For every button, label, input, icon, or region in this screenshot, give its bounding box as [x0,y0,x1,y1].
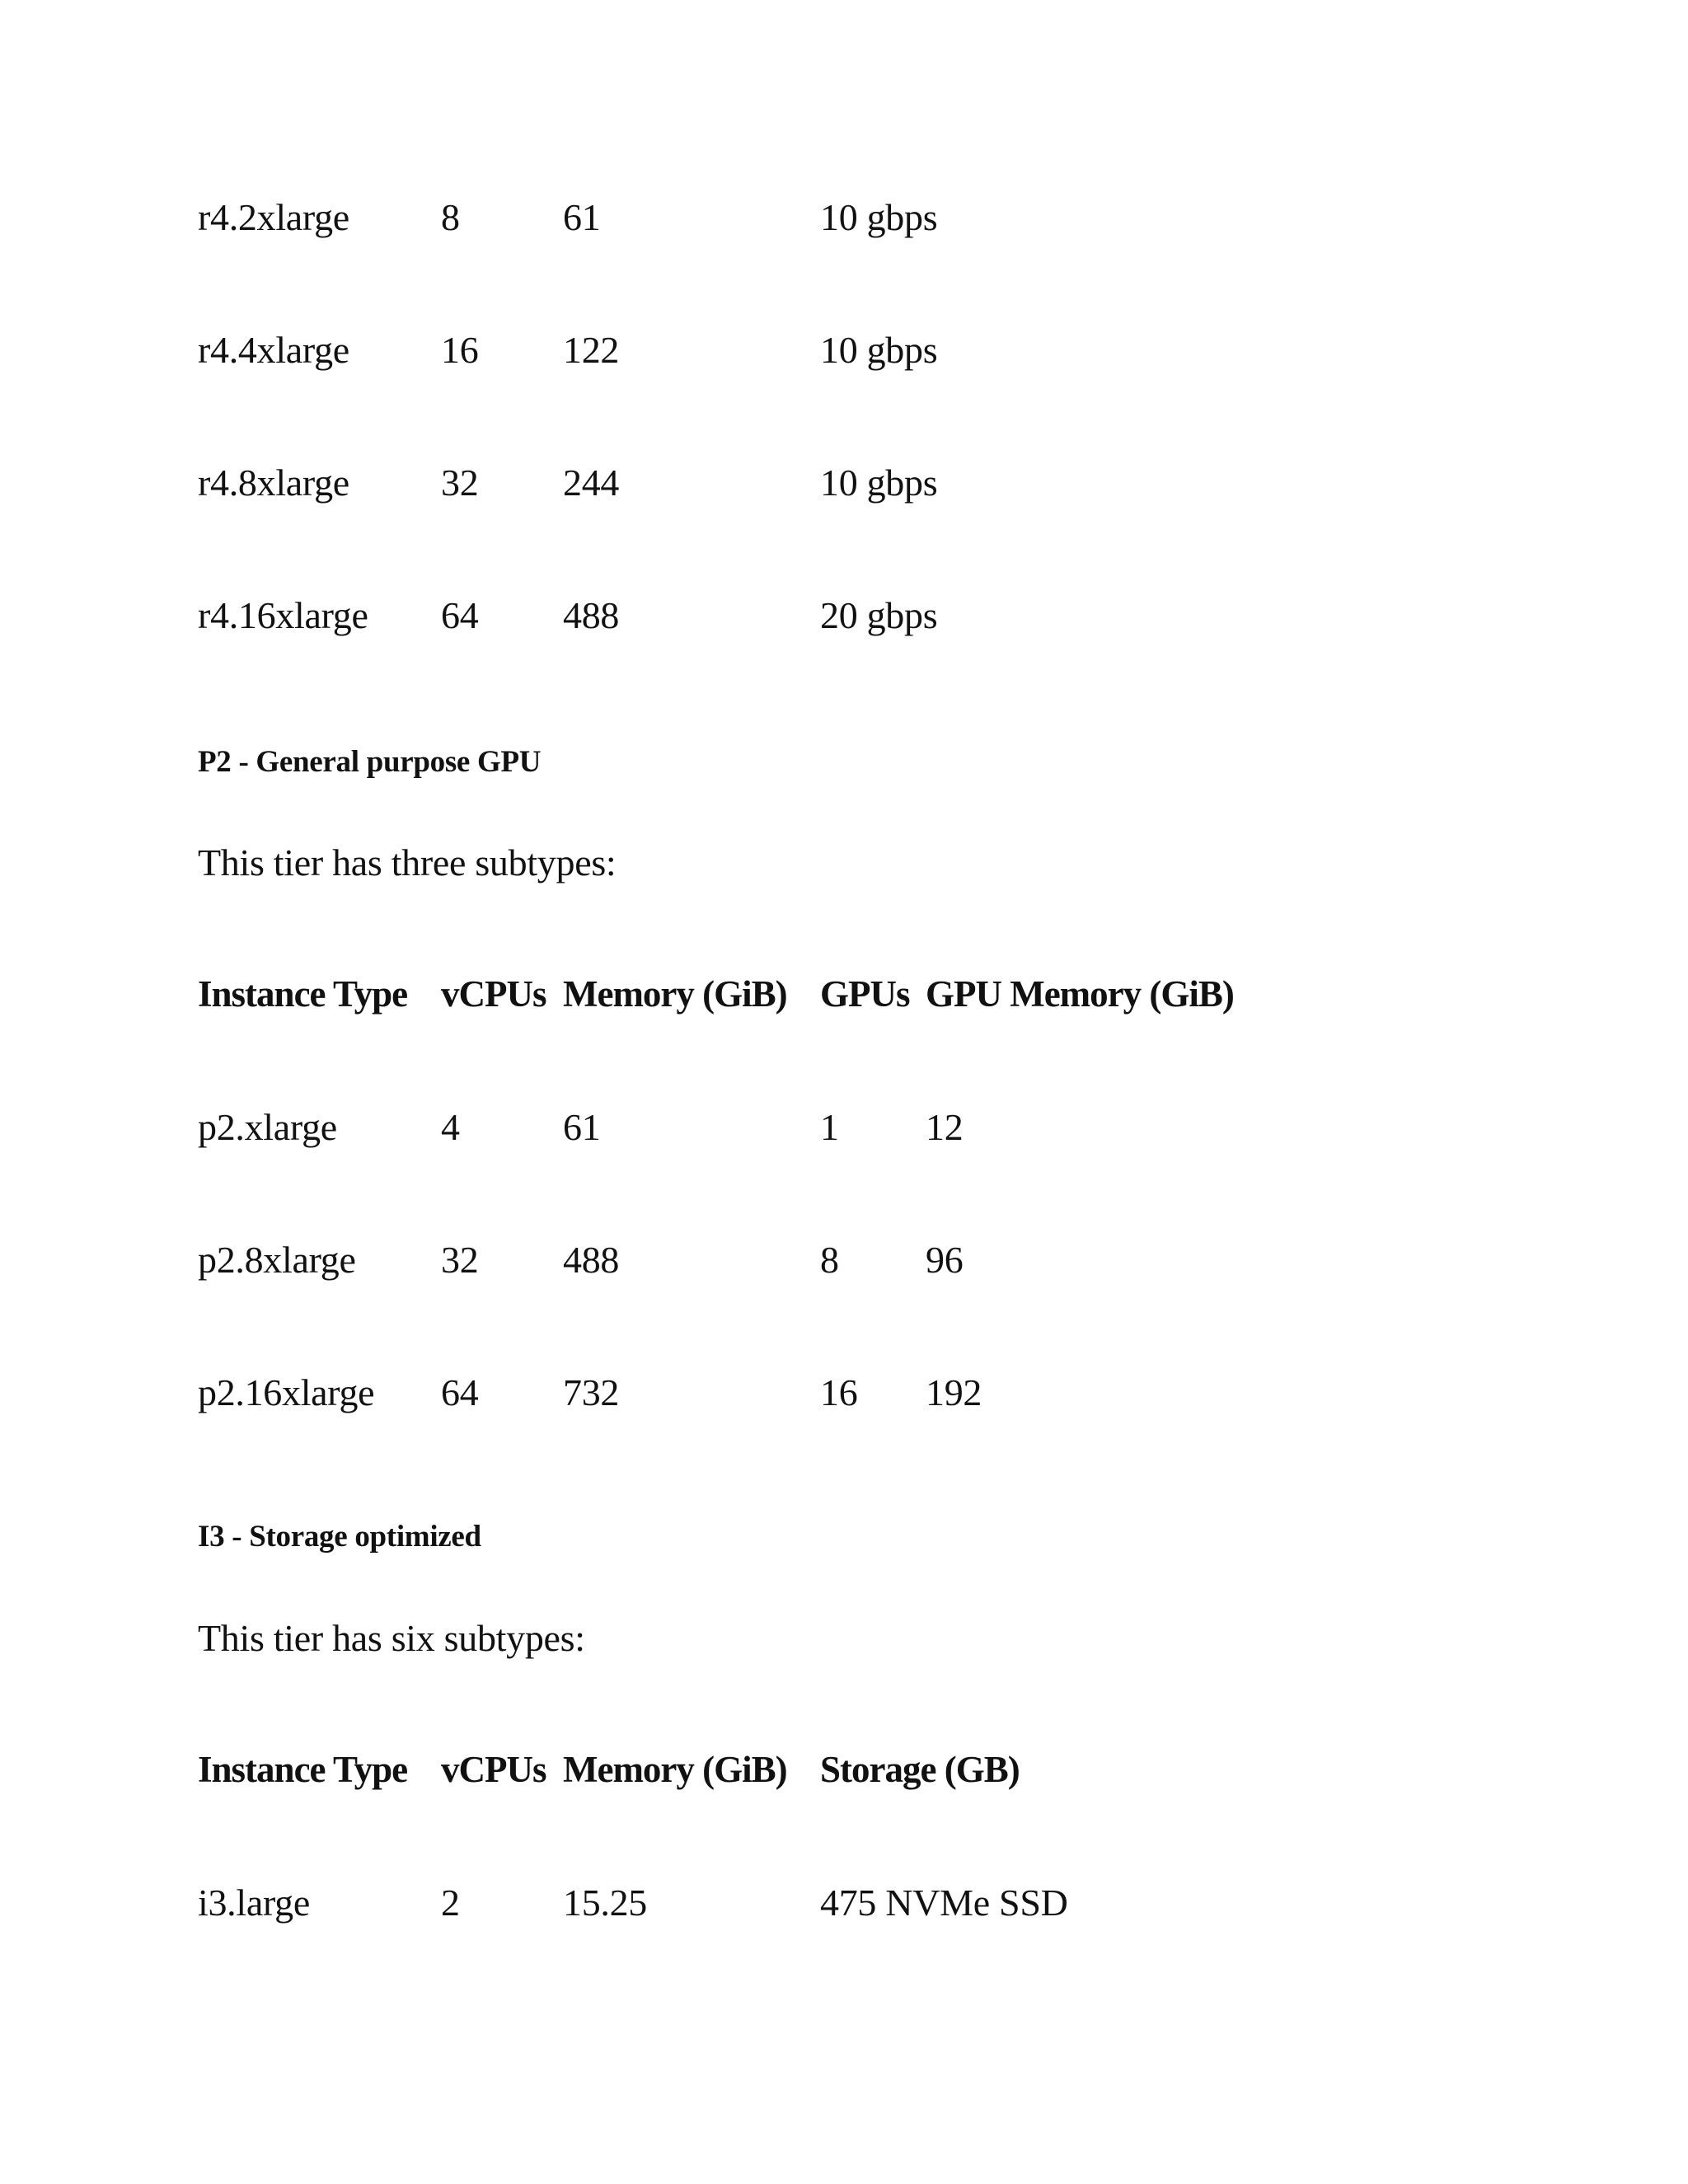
instance-type-cell: p2.xlarge [198,1106,337,1148]
table-header-row [0,969,1688,1019]
memory-cell: 732 [563,1371,620,1413]
gpus-cell: 16 [820,1371,858,1413]
table-header-row [0,1745,1688,1794]
instance-type-cell: i3.large [198,1882,310,1924]
table-row [0,326,1688,375]
column-header: vCPUs [441,1749,546,1790]
vcpus-cell: 64 [441,1371,479,1413]
table-row [0,1368,1688,1418]
memory-cell: 61 [563,1106,601,1148]
column-header: Storage (GB) [820,1749,1020,1790]
memory-cell: 122 [563,329,620,371]
section-intro-p2: This tier has three subtypes: [198,841,617,883]
network-cell: 10 gbps [820,329,938,371]
table-row [0,1103,1688,1152]
column-header: Memory (GiB) [563,1749,787,1790]
gpu-memory-cell: 192 [926,1371,982,1413]
column-header: Instance Type [198,973,408,1015]
instance-type-cell: p2.16xlarge [198,1371,375,1413]
table-row [0,193,1688,242]
table-row [0,591,1688,640]
instance-type-cell: r4.8xlarge [198,462,349,504]
gpus-cell: 1 [820,1106,839,1148]
network-cell: 10 gbps [820,196,938,238]
table-row [0,1878,1688,1928]
memory-cell: 244 [563,462,620,504]
network-cell: 20 gbps [820,594,938,636]
table-row [0,1235,1688,1285]
network-cell: 10 gbps [820,462,938,504]
vcpus-cell: 4 [441,1106,460,1148]
instance-type-cell: p2.8xlarge [198,1239,356,1281]
storage-cell: 475 NVMe SSD [820,1882,1068,1924]
memory-cell: 61 [563,196,601,238]
memory-cell: 488 [563,1239,620,1281]
table-row [0,458,1688,508]
column-header: GPU Memory (GiB) [926,973,1234,1015]
vcpus-cell: 64 [441,594,479,636]
instance-type-cell: r4.16xlarge [198,594,368,636]
section-heading-p2: P2 - General purpose GPU [198,745,542,779]
instance-type-cell: r4.2xlarge [198,196,349,238]
memory-cell: 488 [563,594,620,636]
vcpus-cell: 32 [441,1239,479,1281]
gpu-memory-cell: 12 [926,1106,964,1148]
vcpus-cell: 8 [441,196,460,238]
section-intro-i3: This tier has six subtypes: [198,1617,585,1659]
column-header: Instance Type [198,1749,408,1790]
vcpus-cell: 32 [441,462,479,504]
instance-type-cell: r4.4xlarge [198,329,349,371]
vcpus-cell: 2 [441,1882,460,1924]
column-header: Memory (GiB) [563,973,787,1015]
column-header: vCPUs [441,973,546,1015]
vcpus-cell: 16 [441,329,479,371]
section-heading-i3: I3 - Storage optimized [198,1520,481,1554]
memory-cell: 15.25 [563,1882,648,1924]
gpu-memory-cell: 96 [926,1239,964,1281]
column-header: GPUs [820,973,910,1015]
gpus-cell: 8 [820,1239,839,1281]
